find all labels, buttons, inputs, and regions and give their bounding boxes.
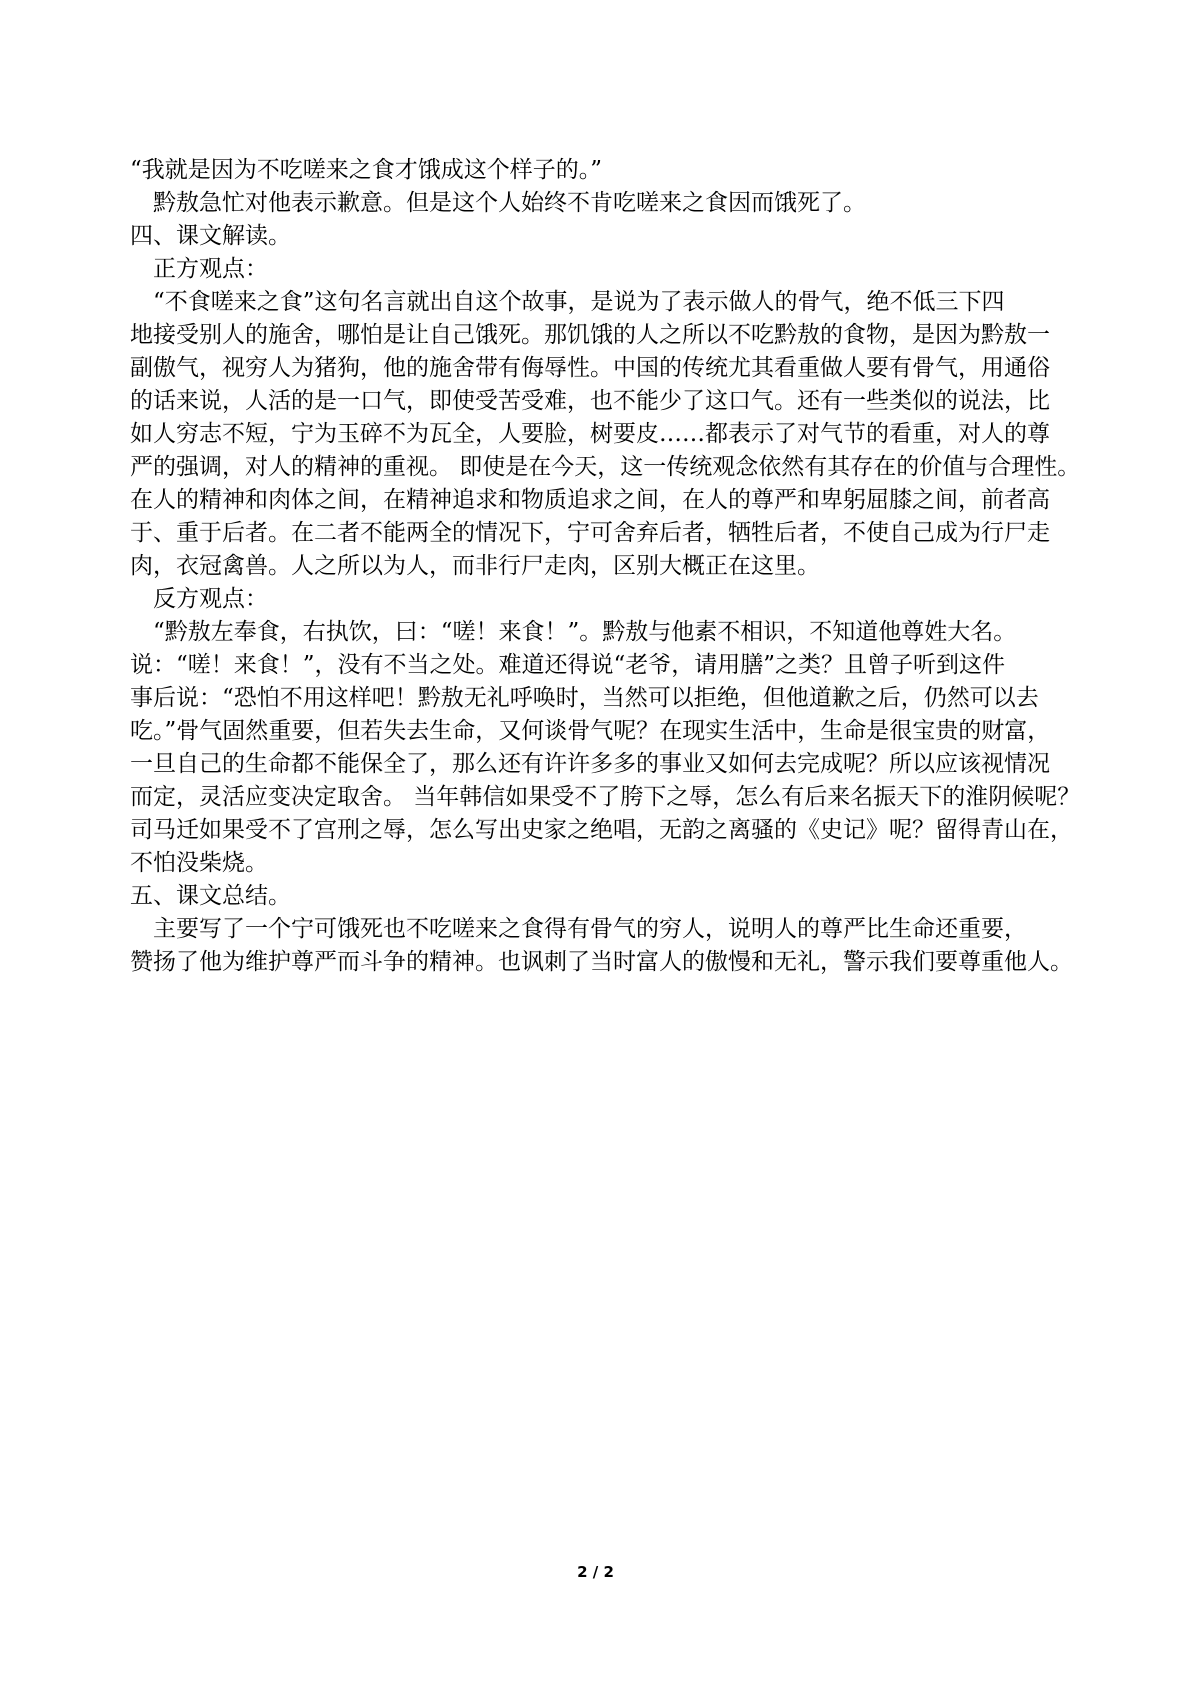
negative-viewpoint-paragraph [130,616,1080,880]
paragraph-line: “黔敖左奉食，右执饮，曰：“嗟！来食！”。黔敖与他素不相识，不知道他尊姓大名。 [153,619,1017,645]
paragraph-line: 事后说：“恐怕不用这样吧！黔敖无礼呼唤时，当然可以拒绝，但他道歉之后，仍然可以去 [130,685,1039,711]
paragraph-line: 不怕没柴烧。 [130,850,268,876]
section-4-heading: 四、课文解读。 [130,223,291,249]
paragraph-line: 的话来说，人活的是一口气，即使受苦受难，也不能少了这口气。还有一些类似的说法，比 [130,388,1050,414]
section-5-heading: 五、课文总结。 [130,883,291,909]
paragraph-line: 主要写了一个宁可饿死也不吃嗟来之食得有骨气的穷人，说明人的尊严比生命还重要， [153,916,1027,942]
positive-viewpoint-label: 正方观点： [153,256,268,282]
apology-line: 黔敖急忙对他表示歉意。但是这个人始终不肯吃嗟来之食因而饿死了。 [153,190,866,216]
paragraph-line: 肉，衣冠禽兽。人之所以为人，而非行尸走肉，区别大概正在这里。 [130,553,820,579]
paragraph-line: 吃。”骨气固然重要，但若失去生命，又何谈骨气呢？在现实生活中，生命是很宝贵的财富， [130,718,1051,744]
paragraph-line: 一旦自己的生命都不能保全了，那么还有许许多多的事业又如何去完成呢？所以应该视情况 [130,751,1050,777]
summary-paragraph [130,913,1080,979]
paragraph-line: 严的强调，对人的精神的重视。 即使是在今天，这一传统观念依然有其存在的价值与合理性。 [130,454,1081,480]
paragraph-line: 于、重于后者。在二者不能两全的情况下，宁可舍弃后者，牺牲后者，不使自己成为行尸走 [130,520,1050,546]
paragraph-line: 地接受别人的施舍，哪怕是让自己饿死。那饥饿的人之所以不吃黔敖的食物，是因为黔敖一 [130,322,1050,348]
paragraph-line: 说：“嗟！来食！”，没有不当之处。难道还得说“老爷，请用膳”之类？且曾子听到这件 [130,652,1006,678]
positive-viewpoint-paragraph [130,286,1080,583]
page-number: 2 / 2 [577,1563,614,1581]
negative-viewpoint-label: 反方观点： [153,586,268,612]
quote-line: “我就是因为不吃嗟来之食才饿成这个样子的。” [130,157,603,183]
paragraph-line: 司马迁如果受不了宫刑之辱，怎么写出史家之绝唱，无韵之离骚的《史记》呢？留得青山在， [130,817,1073,843]
paragraph-line: 如人穷志不短，宁为玉碎不为瓦全，人要脸，树要皮……都表示了对气节的看重，对人的尊 [130,421,1050,447]
paragraph-line: 在人的精神和肉体之间，在精神追求和物质追求之间，在人的尊严和卑躬屈膝之间，前者高 [130,487,1050,513]
paragraph-line: 而定，灵活应变决定取舍。 当年韩信如果受不了胯下之辱，怎么有后来名振天下的淮阴候呢？ [130,784,1081,810]
paragraph-line: “不食嗟来之食”这句名言就出自这个故事，是说为了表示做人的骨气，绝不低三下四 [153,289,1005,315]
document-body [130,154,1080,979]
paragraph-line: 赞扬了他为维护尊严而斗争的精神。也讽刺了当时富人的傲慢和无礼，警示我们要尊重他人。 [130,949,1073,975]
paragraph-line: 副傲气，视穷人为猪狗，他的施舍带有侮辱性。中国的传统尤其看重做人要有骨气，用通俗 [130,355,1050,381]
